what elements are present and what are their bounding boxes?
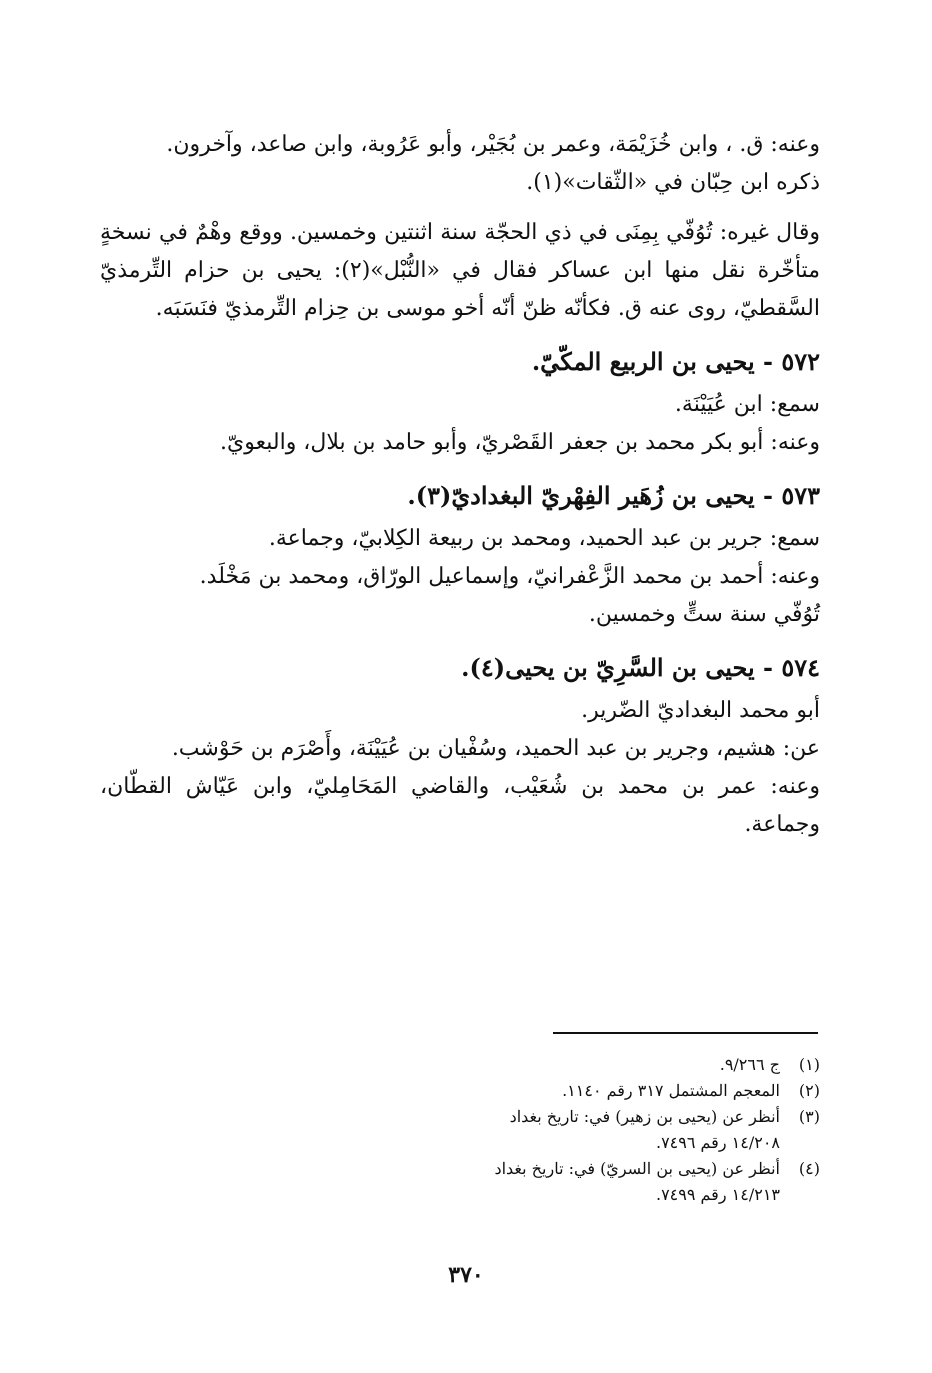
entry-line: سمع: جرير بن عبد الحميد، ومحمد بن ربيعة الكِلابيّ، وجماعة.	[268, 526, 820, 551]
entry-title: ٥٧٢ - يحيى بن الربيع المكّيّ.	[531, 347, 820, 376]
footnote-4	[460, 1156, 820, 1208]
entry-line: وعنه: عمر بن محمد بن شُعَيْب، والقاضي المَحَامِليّ، وابن عَيّاش القطّان، وجماعة.	[100, 774, 820, 837]
entry-line: وعنه: أبو بكر محمد بن جعفر القَصْريّ، وأبو حامد بن بلال، والبعويّ.	[220, 430, 820, 455]
entry-line: سمع: ابن عُيَيْنَة.	[674, 392, 820, 417]
paragraph-ibn-hibban: ذكره ابن حِبّان في «الثّقات»(١).	[526, 170, 820, 195]
paragraph-death-note: وقال غيره: تُوُفّي بِمِنَى في ذي الحجّة سنة اثنتين وخمسين. ووقع وهْمٌ في نسخةٍ متأخّرة نقل منها ابن عساكر فقال في «النُّبْل»(٢): يحيى بن حزام التِّرمذيّ السَّقطيّ، روى عنه ق. فكأنّه ظنّ أنّه أخو موسى بن حِزام التِّرمذيّ فنَسَبَه.	[100, 220, 820, 321]
paragraph-narrators: وعنه: ق. ، وابن خُزَيْمَة، وعمر بن بُجَيْر، وأبو عَرُوبة، وابن صاعد، وآخرون.	[166, 132, 820, 157]
main-text	[100, 126, 820, 844]
footnote-3	[460, 1104, 820, 1156]
entry-572	[100, 342, 820, 462]
footnote-text: أنظر عن (يحيى بن زهير) في: تاريخ بغداد ١٤/٢٠٨ رقم ٧٤٩٦.	[509, 1107, 780, 1152]
footnote-number: (٢)	[798, 1081, 820, 1100]
entry-title: ٥٧٣ - يحيى بن زُهَير الفِهْريّ البغداديّ(٣).	[407, 481, 820, 510]
page-number: ٣٧٠	[448, 1262, 484, 1288]
footnote-number: (١)	[798, 1055, 820, 1074]
footnote-text: ج ٩/٢٦٦.	[719, 1055, 780, 1074]
footnote-number: (٣)	[798, 1107, 820, 1126]
footnote-number: (٤)	[798, 1159, 820, 1178]
footnote-text: المعجم المشتمل ٣١٧ رقم ١١٤٠.	[562, 1081, 780, 1100]
entry-line: عن: هشيم، وجرير بن عبد الحميد، وسُفْيان بن عُيَيْنَة، وأَصْرَم بن حَوْشب.	[171, 736, 820, 761]
entry-574	[100, 648, 820, 844]
entry-573	[100, 476, 820, 634]
entry-line: تُوُفّي سنة ستٍّ وخمسين.	[588, 602, 820, 627]
footnote-2	[460, 1078, 820, 1104]
footnote-1	[460, 1052, 820, 1078]
footnotes	[460, 1052, 820, 1208]
footnote-divider	[553, 1032, 818, 1034]
footnote-text: أنظر عن (يحيى بن السريّ) في: تاريخ بغداد ١٤/٢١٣ رقم ٧٤٩٩.	[494, 1159, 780, 1204]
entry-line: وعنه: أحمد بن محمد الزَّعْفرانيّ، وإسماعيل الورّاق، ومحمد بن مَخْلَد.	[199, 564, 820, 589]
entry-title: ٥٧٤ - يحيى بن السَّرِيّ بن يحيى(٤).	[461, 653, 820, 682]
entry-line: أبو محمد البغداديّ الضّرير.	[581, 698, 820, 723]
